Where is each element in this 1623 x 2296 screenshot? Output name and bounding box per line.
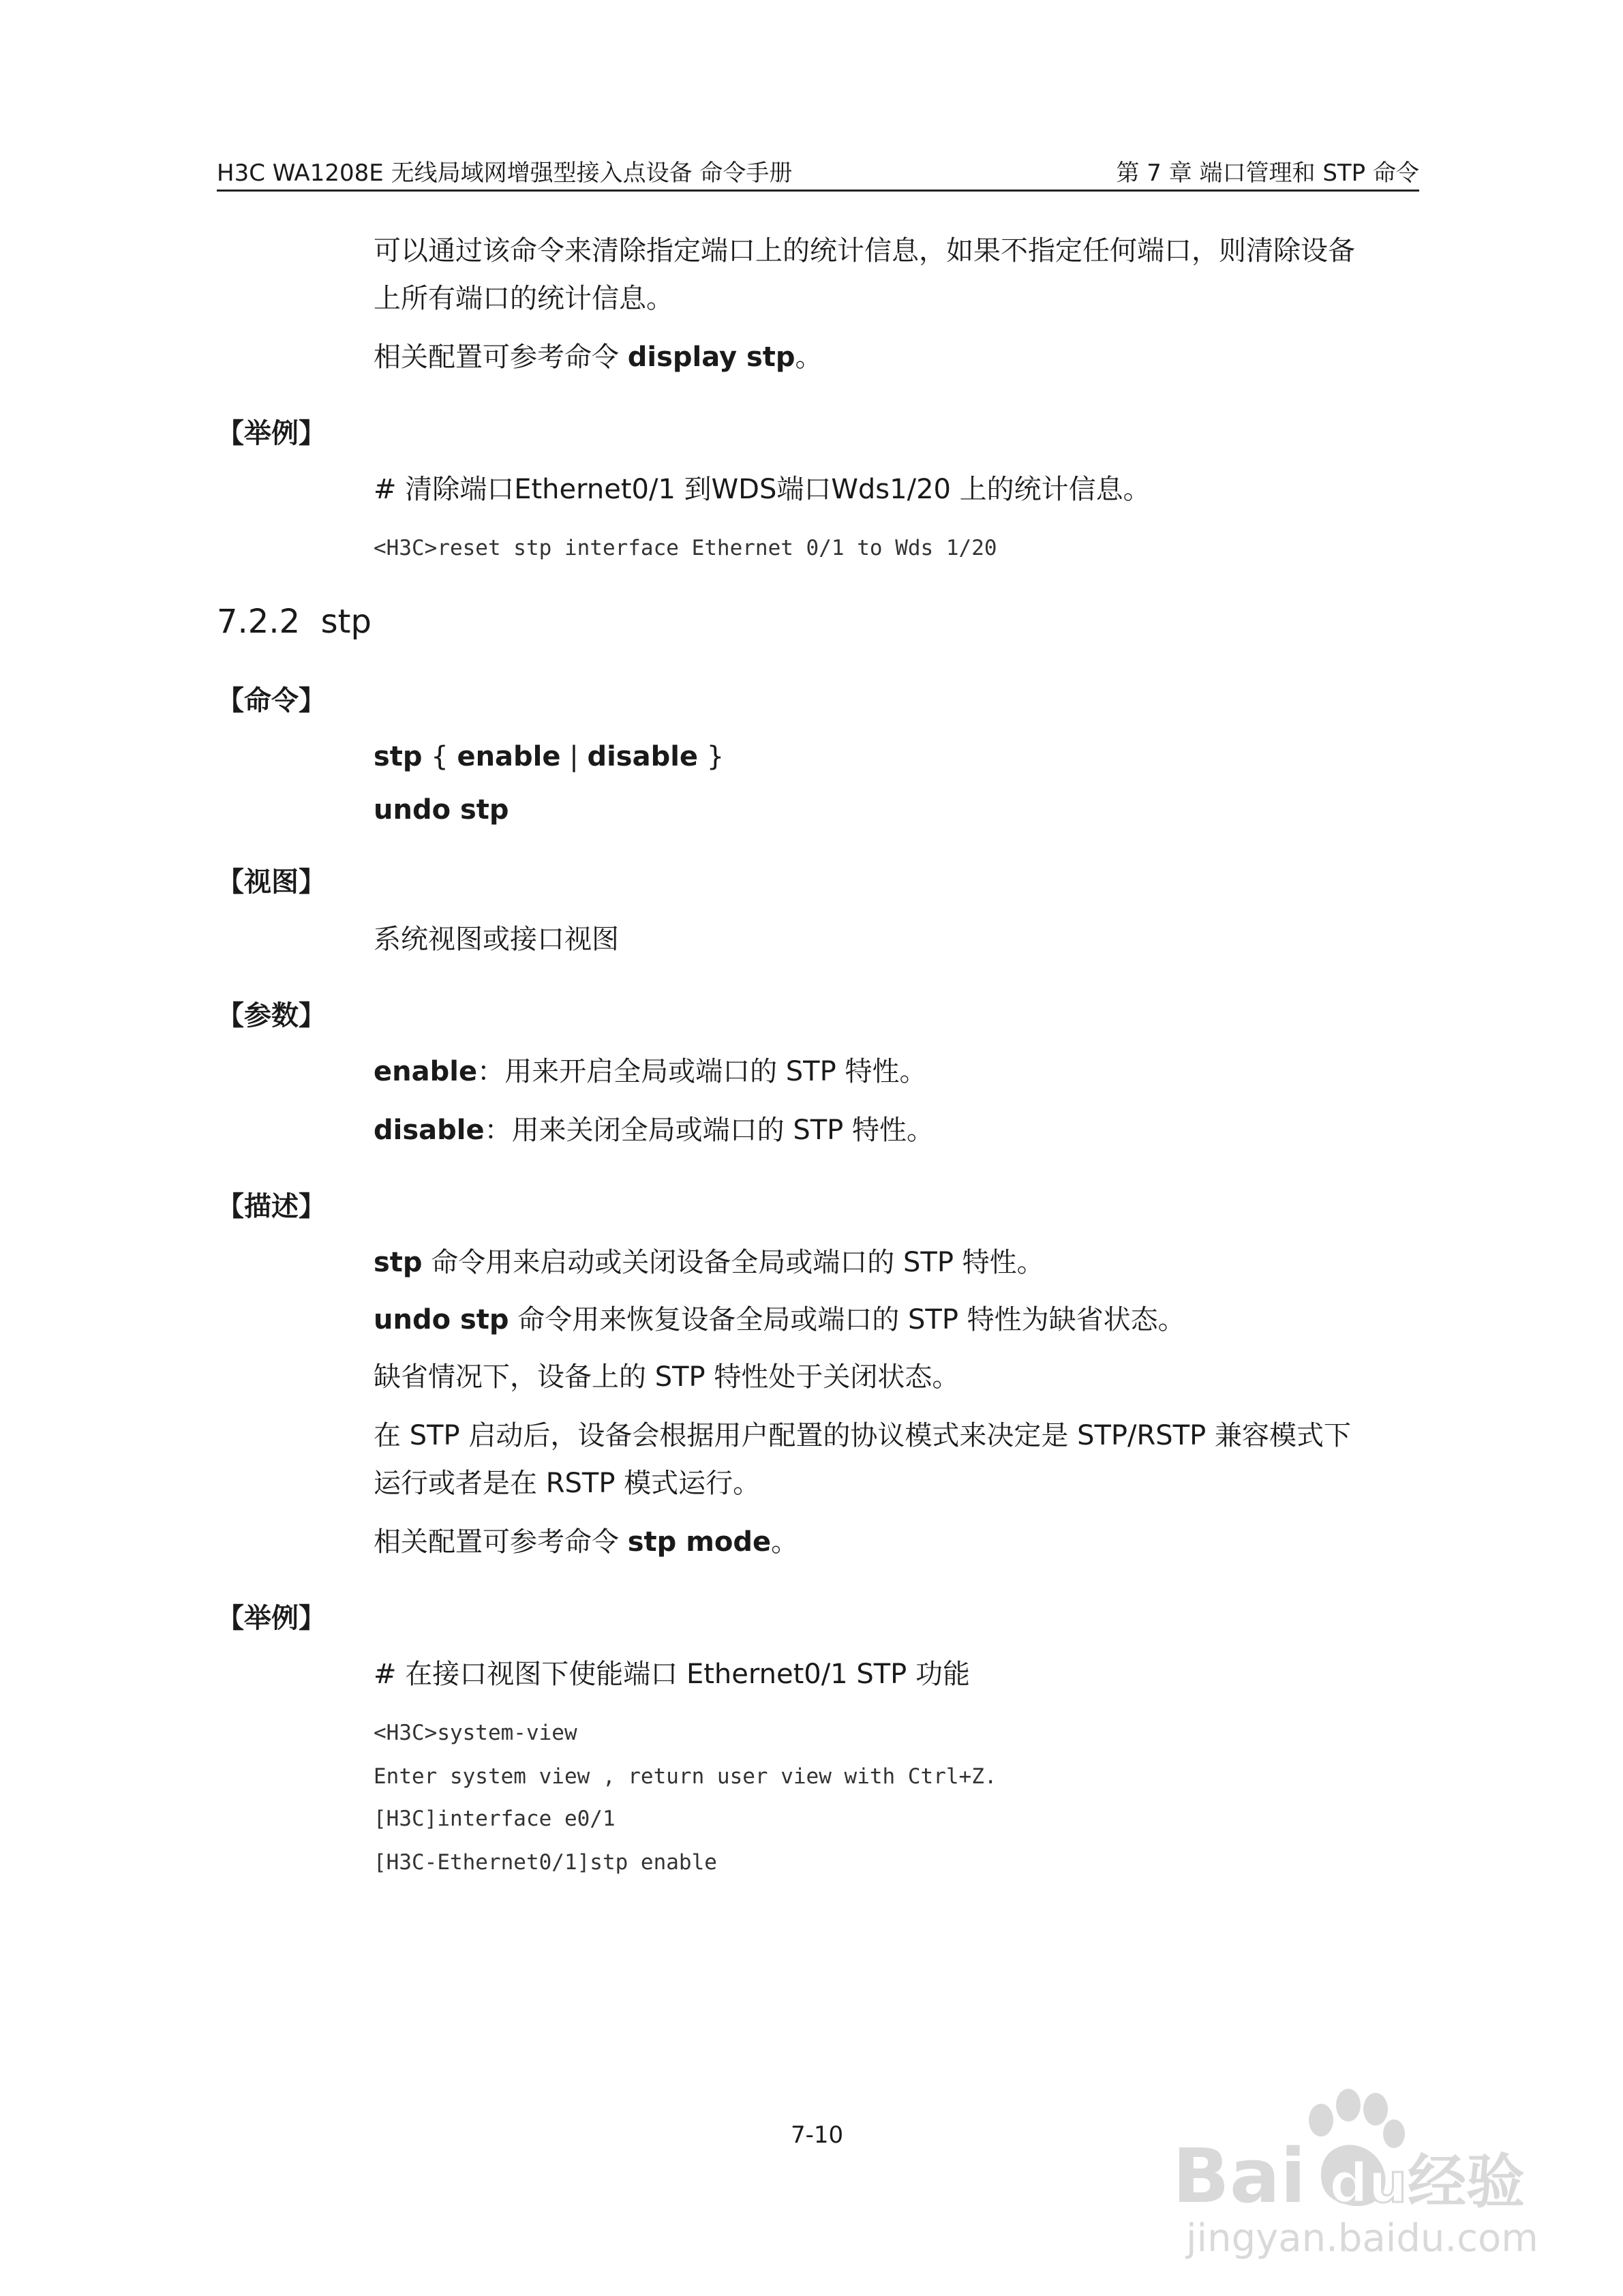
- param-disable: [374, 1114, 934, 1147]
- param-enable-desc: ：用来开启全局或端口的 STP 特性。: [477, 1056, 927, 1087]
- section-heading: [217, 603, 371, 641]
- header-title: H3C WA1208E 无线局域网增强型接入点设备 命令手册: [217, 160, 793, 187]
- param-enable: [374, 1055, 926, 1088]
- param-enable-key: enable: [374, 1056, 478, 1087]
- watermark-url: jingyan.baidu.com: [1186, 2216, 1538, 2261]
- intro-reference-suffix: 。: [795, 342, 823, 373]
- view-label: 【视图】: [217, 866, 326, 898]
- page-number: 7-10: [791, 2121, 844, 2149]
- header-chapter: 第 7 章 端口管理和 STP 命令: [1116, 160, 1419, 187]
- intro-reference: [374, 341, 823, 374]
- description-reference-suffix: 。: [771, 1526, 799, 1558]
- paw-toe-icon: [1336, 2089, 1361, 2121]
- page-header: [217, 151, 1419, 192]
- description-reference-cmd: stp mode: [627, 1526, 772, 1558]
- params-label: 【参数】: [217, 1000, 326, 1031]
- command-syntax: [374, 740, 724, 773]
- description-line-1-text: 命令用来启动或关闭设备全局或端口的 STP 特性。: [422, 1247, 1044, 1278]
- param-disable-key: disable: [374, 1115, 485, 1146]
- command-label: 【命令】: [217, 685, 326, 716]
- section-title: stp: [320, 603, 371, 641]
- syntax-disable: disable: [587, 741, 699, 772]
- baidu-jingyan-watermark: [1159, 2066, 1541, 2270]
- intro-reference-cmd: display stp: [627, 342, 795, 373]
- paw-toe-icon: [1363, 2093, 1388, 2126]
- description-reference: [374, 1526, 798, 1558]
- description-line-3: 缺省情况下，设备上的 STP 特性处于关闭状态。: [374, 1361, 960, 1393]
- description-line-1-cmd: stp: [374, 1247, 423, 1278]
- description-line-2: [374, 1303, 1185, 1336]
- example1-comment: # 清除端口Ethernet0/1 到WDS端口Wds1/20 上的统计信息。: [374, 474, 1151, 505]
- example1-label: 【举例】: [217, 418, 326, 449]
- description-line-1: [374, 1246, 1044, 1279]
- syntax-enable: enable: [457, 741, 561, 772]
- watermark-brand-du: du: [1329, 2151, 1408, 2215]
- command-undo: undo stp: [374, 794, 509, 826]
- intro-line-1: 可以通过该命令来清除指定端口上的统计信息，如果不指定任何端口，则清除设备: [374, 235, 1355, 267]
- description-line-4b: 运行或者是在 RSTP 模式运行。: [374, 1468, 761, 1499]
- example1-code: <H3C>reset stp interface Ethernet 0/1 to Wds 1/20: [374, 536, 997, 560]
- description-line-4a: 在 STP 启动后，设备会根据用户配置的协议模式来决定是 STP/RSTP 兼容模式下: [374, 1420, 1351, 1451]
- description-line-2-text: 命令用来恢复设备全局或端口的 STP 特性为缺省状态。: [509, 1304, 1185, 1335]
- paw-toe-icon: [1309, 2104, 1333, 2136]
- section-number: 7.2.2: [217, 603, 301, 641]
- example2-code-line: <H3C>system-view: [374, 1721, 577, 1745]
- paw-toe-icon: [1383, 2119, 1405, 2148]
- param-disable-desc: ：用来关闭全局或端口的 STP 特性。: [484, 1115, 934, 1146]
- syntax-close: }: [698, 741, 725, 772]
- intro-reference-prefix: 相关配置可参考命令: [374, 342, 628, 373]
- description-line-2-cmd: undo stp: [374, 1304, 509, 1335]
- syntax-sep: |: [560, 741, 588, 772]
- watermark-brand: Bai: [1172, 2132, 1306, 2220]
- description-label: 【描述】: [217, 1191, 326, 1222]
- description-reference-prefix: 相关配置可参考命令: [374, 1526, 628, 1558]
- example2-code-line: [H3C]interface e0/1: [374, 1807, 616, 1831]
- example2-label: 【举例】: [217, 1603, 326, 1634]
- intro-line-2: 上所有端口的统计信息。: [374, 283, 673, 314]
- example2-code-line: Enter system view , return user view with Ctrl+Z.: [374, 1764, 997, 1789]
- example2-comment: # 在接口视图下使能端口 Ethernet0/1 STP 功能: [374, 1659, 970, 1690]
- syntax-open: {: [422, 741, 457, 772]
- watermark-jingyan: 经验: [1408, 2148, 1525, 2216]
- view-text: 系统视图或接口视图: [374, 924, 619, 955]
- example2-code-line: [H3C-Ethernet0/1]stp enable: [374, 1850, 717, 1875]
- syntax-cmd: stp: [374, 741, 423, 772]
